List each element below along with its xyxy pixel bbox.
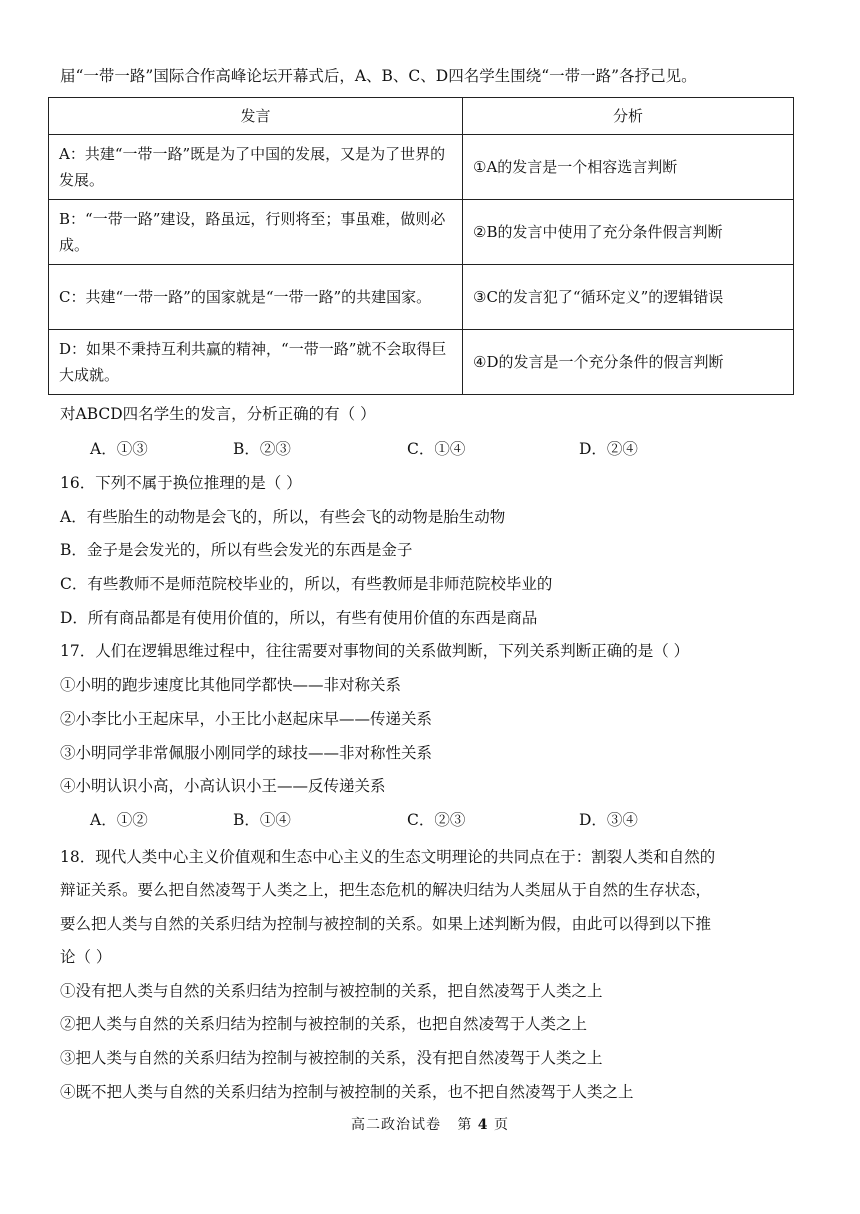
footer-page-suffix: 页 — [494, 1117, 509, 1133]
q18-stem-line-4: 论（ ） — [60, 948, 112, 966]
page-footer — [0, 1114, 860, 1134]
q15-stem: 对ABCD四名学生的发言，分析正确的有（ ） — [60, 405, 376, 423]
table-header-row — [49, 98, 794, 135]
footer-title: 高二政治试卷 — [350, 1117, 441, 1133]
q16-option-a[interactable]: A．有些胎生的动物是会飞的，所以，有些会飞的动物是胎生动物 — [60, 508, 506, 526]
q17-option-d[interactable]: D．③④ — [579, 811, 638, 829]
q18-item-1: ①没有把人类与自然的关系归结为控制与被控制的关系，把自然凌驾于人类之上 — [60, 982, 603, 1000]
q17-item-2: ②小李比小王起床早，小王比小赵起床早——传递关系 — [60, 710, 433, 728]
analysis-cell: ③C的发言犯了“循环定义”的逻辑错误 — [463, 265, 794, 330]
q16-option-b[interactable]: B．金子是会发光的，所以有些会发光的东西是金子 — [60, 541, 413, 559]
q18-stem-line-3: 要么把人类与自然的关系归结为控制与被控制的关系。如果上述判断为假，由此可以得到以下推 — [60, 915, 712, 933]
table-header-analysis: 分析 — [463, 98, 794, 135]
analysis-cell: ②B的发言中使用了充分条件假言判断 — [463, 200, 794, 265]
intro-text: 届“一带一路”国际合作高峰论坛开幕式后，A、B、C、D四名学生围绕“一带一路”各抒己见。 — [60, 67, 697, 85]
q17-option-a[interactable]: A．①② — [90, 811, 148, 829]
q16-stem: 16．下列不属于换位推理的是（ ） — [60, 474, 302, 492]
speech-analysis-table — [48, 97, 794, 395]
q15-option-a[interactable]: A．①③ — [90, 440, 148, 458]
footer-page-label: 第 — [457, 1117, 473, 1133]
q17-item-4: ④小明认识小高，小高认识小王——反传递关系 — [60, 777, 386, 795]
table-row — [49, 265, 794, 330]
q16-option-c[interactable]: C．有些教师不是师范院校毕业的，所以，有些教师是非师范院校毕业的 — [60, 575, 553, 593]
q18-stem-line-1: 18．现代人类中心主义价值观和生态中心主义的生态文明理论的共同点在于：割裂人类和自然的 — [60, 848, 716, 866]
q18-stem-line-2: 辩证关系。要么把自然凌驾于人类之上，把生态危机的解决归结为人类屈从于自然的生存状态， — [60, 881, 712, 899]
table-row — [49, 200, 794, 265]
q15-option-b[interactable]: B．②③ — [233, 440, 291, 458]
q15-option-d[interactable]: D．②④ — [579, 440, 638, 458]
analysis-cell: ④D的发言是一个充分条件的假言判断 — [463, 330, 794, 395]
speech-cell: D：如果不秉持互利共赢的精神，“一带一路”就不会取得巨大成就。 — [49, 330, 463, 395]
table-row — [49, 135, 794, 200]
table-header-speech: 发言 — [49, 98, 463, 135]
q17-option-b[interactable]: B．①④ — [233, 811, 291, 829]
q18-item-2: ②把人类与自然的关系归结为控制与被控制的关系，也把自然凌驾于人类之上 — [60, 1015, 588, 1033]
q18-item-4: ④既不把人类与自然的关系归结为控制与被控制的关系，也不把自然凌驾于人类之上 — [60, 1083, 634, 1101]
table-row — [49, 330, 794, 395]
speech-cell: B：“一带一路”建设，路虽远，行则将至；事虽难，做则必成。 — [49, 200, 463, 265]
speech-cell: A：共建“一带一路”既是为了中国的发展，又是为了世界的发展。 — [49, 135, 463, 200]
q18-item-3: ③把人类与自然的关系归结为控制与被控制的关系，没有把自然凌驾于人类之上 — [60, 1049, 603, 1067]
speech-cell: C：共建“一带一路”的国家就是“一带一路”的共建国家。 — [49, 265, 463, 330]
q15-option-c[interactable]: C．①④ — [407, 440, 466, 458]
q17-item-3: ③小明同学非常佩服小刚同学的球技——非对称性关系 — [60, 744, 433, 762]
analysis-cell: ①A的发言是一个相容选言判断 — [463, 135, 794, 200]
q17-stem: 17．人们在逻辑思维过程中，往往需要对事物间的关系做判断，下列关系判断正确的是（ ） — [60, 642, 690, 660]
footer-page-number: 4 — [477, 1117, 489, 1133]
q16-option-d[interactable]: D．所有商品都是有使用价值的，所以，有些有使用价值的东西是商品 — [60, 609, 538, 627]
q17-item-1: ①小明的跑步速度比其他同学都快——非对称关系 — [60, 676, 402, 694]
q17-option-c[interactable]: C．②③ — [407, 811, 466, 829]
